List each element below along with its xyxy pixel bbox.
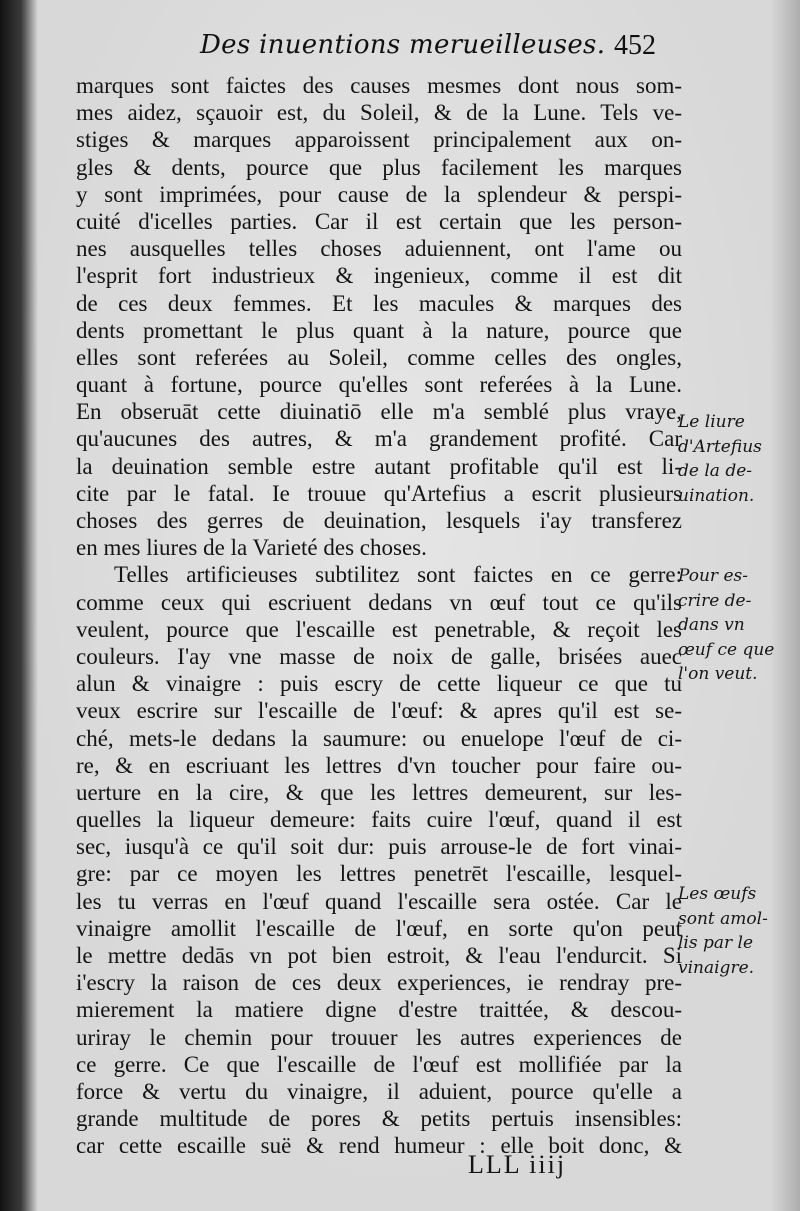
text-line: mes aidez, sçauoir est, du Soleil, & de la Lune. Tels ve- bbox=[76, 100, 682, 126]
page-number: 452 bbox=[614, 30, 656, 61]
text-line: car cette escaille suë & rend humeur : elle boit donc, & bbox=[76, 1133, 682, 1159]
text-line: l'esprit fort industrieux & ingenieux, comme il est dit bbox=[76, 263, 682, 289]
margin-note-line: de la de- bbox=[678, 461, 753, 481]
margin-note-line: vinaigre. bbox=[678, 957, 755, 978]
margin-note-line: Le liure bbox=[678, 412, 745, 432]
text-line: gre: par ce moyen les lettres penetrēt l'escaille, lesquel- bbox=[76, 861, 682, 887]
text-line: couleurs. I'ay vne masse de noix de galle, brisées auec bbox=[76, 643, 682, 669]
text-line: alun & vinaigre : puis escry de cette liqueur ce que tu bbox=[76, 671, 682, 697]
margin-note-line: lis par le bbox=[678, 933, 754, 953]
margin-note-line: sont amol- bbox=[678, 908, 768, 929]
signature-mark: LLL iiij bbox=[468, 1150, 567, 1179]
text-line: Telles artificieuses subtilitez sont faictes en ce gerre: bbox=[114, 562, 682, 588]
text-line: mierement la matiere digne d'estre traittée, & descou- bbox=[76, 997, 682, 1023]
margin-note-vinegar bbox=[678, 882, 798, 980]
text-line: re, & en escriuant les lettres d'vn toucher pour faire ou- bbox=[76, 752, 682, 778]
text-line: cite par le fatal. Ie trouue qu'Artefius a escrit plusieurs bbox=[76, 480, 682, 506]
margin-note-line: Les œufs bbox=[678, 884, 757, 904]
margin-note-line: Pour es- bbox=[678, 566, 748, 586]
text-line: gles & dents, pource que plus facilement les marques bbox=[76, 154, 682, 180]
text-line: ché, mets-le dedans la saumure: ou enuelope l'œuf de ci- bbox=[76, 725, 682, 751]
text-line: grande multitude de pores & petits pertuis insensibles: bbox=[76, 1106, 682, 1132]
text-line: marques sont faictes des causes mesmes dont nous som- bbox=[76, 73, 682, 98]
text-line: comme ceux qui escriuent dedans vn œuf tout ce qu'ils bbox=[76, 589, 682, 615]
text-line: elles sont referées au Soleil, comme celles des ongles, bbox=[76, 344, 682, 370]
margin-note-line: crire de- bbox=[678, 590, 752, 611]
text-line: vinaigre amollit l'escaille de l'œuf, en sorte qu'on peut bbox=[76, 915, 682, 941]
text-line: choses des gerres de deuination, lesquels i'ay transferez bbox=[76, 508, 682, 533]
text-line: i'escry la raison de ces deux experiences, ie rendray pre- bbox=[76, 970, 682, 996]
text-line: dents promettant le plus quant à la nature, pource que bbox=[76, 317, 682, 343]
text-line: cuité d'icelles parties. Car il est certain que les person- bbox=[76, 208, 682, 234]
margin-note-artefius bbox=[678, 410, 798, 508]
text-line: uriray le chemin pour trouuer les autres experiences de bbox=[76, 1024, 682, 1050]
text-line: sec, iusqu'à ce qu'il soit dur: puis arrouse-le de fort vinai- bbox=[76, 834, 682, 860]
margin-note-line: dans vn bbox=[678, 615, 745, 635]
text-line: la deuination semble estre autant profitable qu'il est li- bbox=[76, 453, 682, 479]
text-line: uerture en la cire, & que les lettres demeurent, sur les- bbox=[76, 779, 682, 805]
text-line: de ces deux femmes. Et les macules & marques des bbox=[76, 290, 682, 316]
text-line: qu'aucunes des autres, & m'a grandement profité. Car bbox=[76, 426, 682, 452]
text-line: ce gerre. Ce que l'escaille de l'œuf est mollifiée par la bbox=[76, 1051, 682, 1077]
text-line: quant à fortune, pource qu'elles sont referées à la Lune. bbox=[76, 372, 682, 398]
margin-note-line: uination. bbox=[678, 485, 755, 506]
text-line: en mes liures de la Varieté des choses. bbox=[76, 535, 427, 561]
running-head: Des inuentions merueilleuses. bbox=[200, 30, 606, 60]
margin-note-egg-writing bbox=[678, 564, 798, 687]
text-line: stiges & marques apparoissent principalement aux on- bbox=[76, 127, 682, 153]
text-line: y sont imprimées, pour cause de la splendeur & perspi- bbox=[76, 181, 682, 207]
text-line: force & vertu du vinaigre, il aduient, pource qu'elle a bbox=[76, 1078, 682, 1104]
body-text bbox=[76, 72, 682, 1160]
gutter-shadow bbox=[0, 0, 38, 1211]
text-line: quelles la liqueur demeure: faits cuire l'œuf, quand il est bbox=[76, 807, 682, 833]
text-line: veulent, pource que l'escaille est penetrable, & reçoit les bbox=[76, 616, 682, 642]
text-line: veux escrire sur l'escaille de l'œuf: & apres qu'il est se- bbox=[76, 698, 682, 724]
margin-note-line: l'on veut. bbox=[678, 664, 758, 684]
text-line: nes ausquelles telles choses aduiennent, ont l'ame ou bbox=[76, 236, 682, 262]
text-line: le mettre dedās vn pot bien estroit, & l'eau l'endurcit. Si bbox=[76, 943, 682, 968]
text-line: les tu verras en l'œuf quand l'escaille sera ostée. Car le bbox=[76, 888, 682, 914]
margin-note-line: œuf ce que bbox=[678, 639, 775, 660]
margin-note-line: d'Artefius bbox=[678, 436, 762, 457]
text-line: En obseruāt cette diuinatiō elle m'a semblé plus vraye, bbox=[76, 399, 682, 425]
